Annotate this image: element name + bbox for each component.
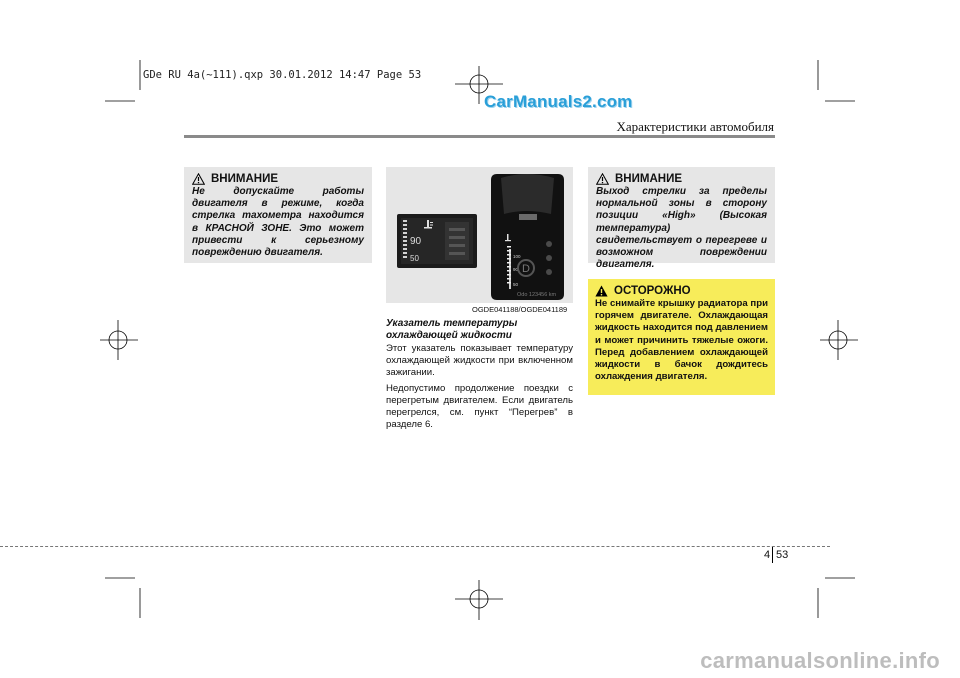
coolant-gauge-paragraph-2: Недопустимо продолжение поездки с перегретым двигателем. Если двигатель перегрелся, см. пункт “Перегрев” в разделе 6. — [386, 383, 573, 430]
registration-mark-left — [100, 320, 138, 360]
chapter-number: 4 — [764, 549, 771, 561]
left-warning-title: ВНИМАНИЕ — [211, 173, 279, 185]
gauge-b-mid-value: 90 — [513, 267, 519, 272]
coolant-gauge-paragraph-1: Этот указатель показывает температуру охлаждающей жидкости при включенном зажигании. — [386, 343, 573, 378]
registration-mark-bottom — [455, 580, 503, 620]
gauge-type-b — [491, 174, 564, 300]
gear-indicator: D — [522, 263, 530, 275]
caution-triangle-icon — [595, 285, 608, 297]
right-warning-header — [596, 173, 767, 185]
right-warning-title: ВНИМАНИЕ — [615, 173, 683, 185]
section-title: Характеристики автомобиля — [616, 119, 774, 134]
registration-mark-right — [820, 320, 858, 360]
coolant-gauge-section — [386, 318, 573, 431]
figure-code: OGDE041188/OGDE041189 — [472, 305, 568, 314]
page-number-divider — [772, 547, 773, 563]
watermark-logo: CarManuals2.com — [484, 92, 633, 111]
gauge-a-lower-value: 50 — [410, 254, 419, 263]
footer-dashed-rule — [0, 546, 830, 547]
caution-box — [588, 279, 775, 395]
gauge-b-odometer: Odo 123456 km — [517, 292, 557, 298]
gauge-b-upper-value: 100 — [513, 254, 521, 259]
caution-header — [595, 285, 768, 297]
watermark-footer: carmanualsonline.info — [700, 648, 940, 673]
warning-triangle-icon — [596, 173, 609, 185]
caution-text: Не снимайте крышку радиатора при горячем двигателе. Охлаждающая жидкость находится под давлением и может причинить тяжелые ожоги. Перед добавлением охлаждающей жидкости в бачок дождитесь охлаждения двигателя. — [595, 298, 768, 383]
gauge-type-a — [397, 214, 477, 268]
left-warning-box — [184, 167, 372, 263]
left-warning-header — [192, 173, 364, 185]
right-warning-box — [588, 167, 775, 271]
caution-title: ОСТОРОЖНО — [614, 285, 691, 297]
print-file-line: GDe RU 4a(~111).qxp 30.01.2012 14:47 Page 53 — [143, 69, 422, 81]
warning-triangle-icon — [192, 173, 205, 185]
header-rule — [184, 135, 775, 138]
page-number: 53 — [776, 549, 789, 561]
left-warning-text: Не допускайте работы двигателя в режиме, когда стрелка тахометра находится в КРАСНОЙ ЗОНЕ. Это может привести к серьезному повреждению двигателя. — [192, 186, 364, 259]
gauge-b-lower-value: 50 — [513, 282, 519, 287]
gauge-a-upper-value: 90 — [410, 236, 422, 247]
coolant-gauge-heading: Указатель температуры охлаждающей жидкости — [386, 318, 518, 341]
right-warning-text: Выход стрелки за пределы нормальной зоны в сторону позиции «High» (Высокая температура) свидетельствует о перегреве и возможном повреждении двигателя. — [596, 186, 767, 271]
